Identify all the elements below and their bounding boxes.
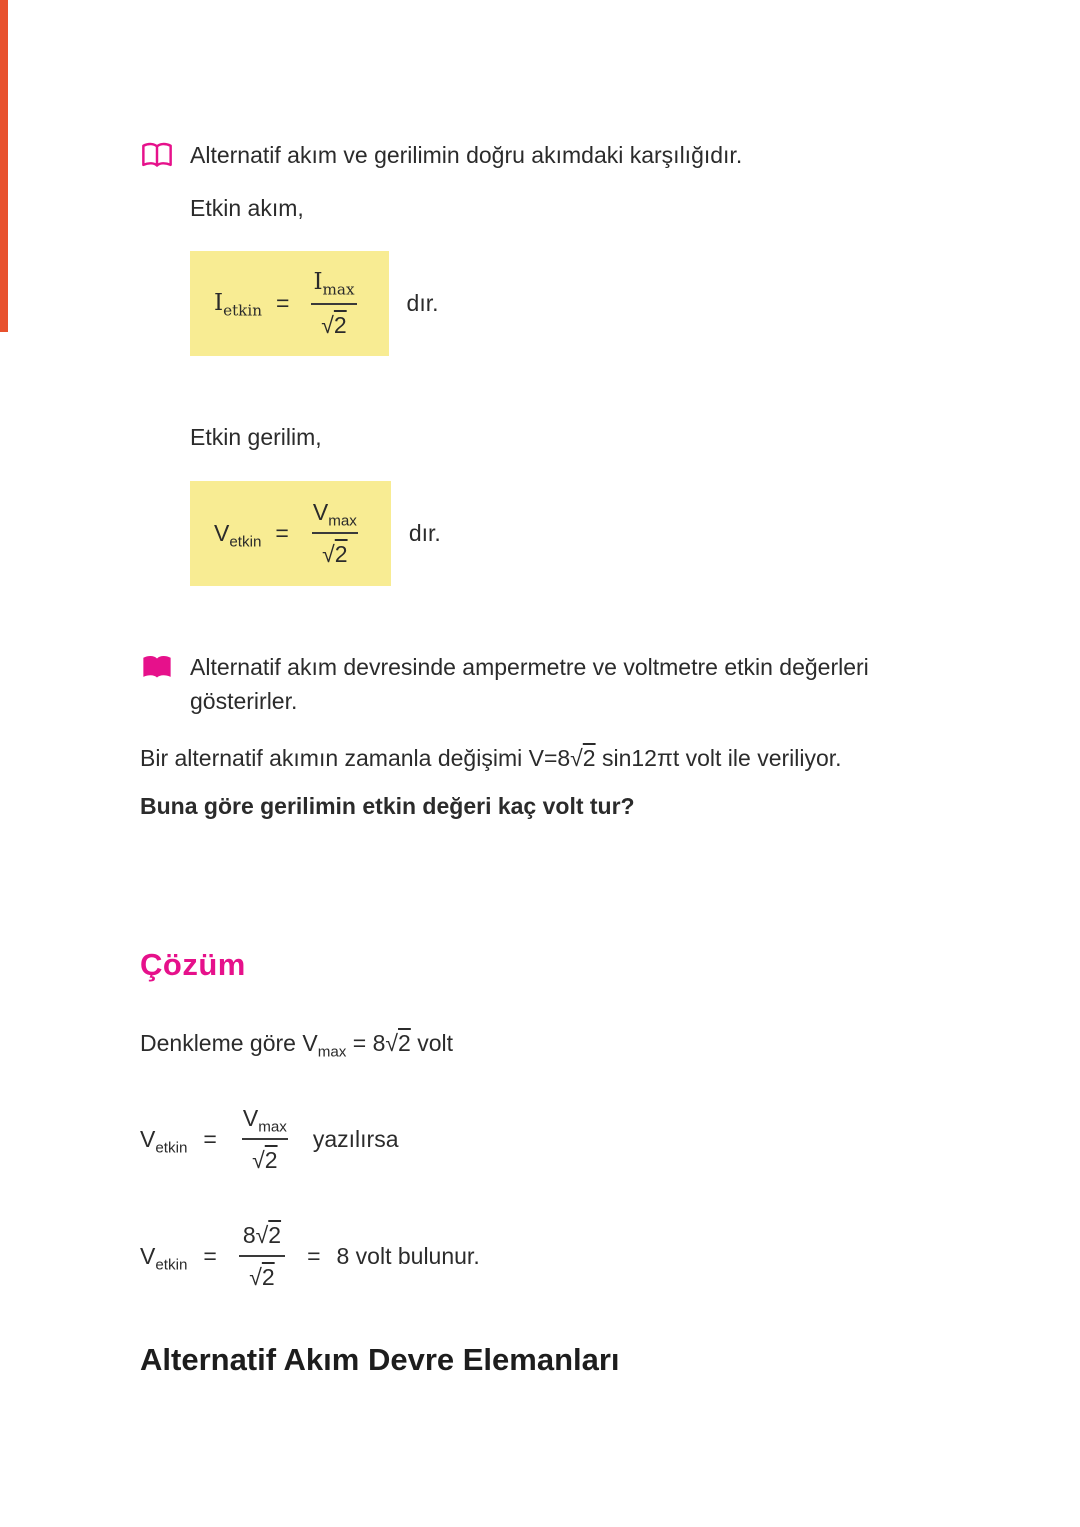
radicand: 2 — [333, 311, 347, 338]
lhs-base: V — [140, 1125, 156, 1152]
radical-sign: √ — [321, 311, 334, 338]
fraction-numerator — [233, 1218, 291, 1256]
num-base: V — [312, 498, 329, 525]
problem-section — [140, 741, 970, 824]
problem-question: Buna göre gerilimin etkin değeri kaç volt tur? — [140, 793, 635, 819]
left-accent-bar — [0, 0, 8, 332]
line1-var — [302, 1030, 347, 1061]
lhs-subscript: etkin — [155, 1256, 188, 1274]
etkin-akim-formula-row — [190, 251, 970, 356]
formula-lhs — [214, 286, 262, 321]
definition-bullet-row — [140, 138, 970, 181]
statement-part1: Bir alternatif akımın zamanla değişimi V=8 — [140, 744, 571, 771]
line1-suffix: volt — [410, 1030, 453, 1056]
fraction — [303, 265, 364, 342]
radical-sign: √ — [322, 541, 335, 567]
lhs-subscript: etkin — [229, 533, 262, 551]
statement-part2: sin12πt volt ile veriliyor. — [595, 744, 842, 771]
etkin-gerilim-label: Etkin gerilim, — [190, 424, 322, 450]
fraction-numerator — [303, 495, 367, 533]
radicand: 2 — [398, 1030, 411, 1056]
fraction-numerator — [233, 1101, 297, 1139]
equals-sign: = — [276, 290, 290, 317]
etkin-gerilim-formula-row — [190, 481, 970, 586]
fraction-denominator — [239, 1255, 284, 1295]
radical-sign: √ — [385, 1030, 399, 1056]
radicand: 2 — [268, 1221, 282, 1248]
line2-suffix: yazılırsa — [312, 1125, 399, 1152]
equals-sign-2: = — [307, 1242, 321, 1269]
open-book-icon — [140, 141, 174, 181]
note-section — [140, 650, 970, 719]
equals-sign: = — [275, 519, 289, 546]
radicand: 2 — [334, 541, 348, 567]
num-subscript: max — [322, 280, 355, 299]
etkin-gerilim-formula-box — [190, 481, 391, 586]
line2-lhs — [140, 1122, 187, 1157]
fraction-numerator — [303, 265, 364, 303]
radicand: 2 — [582, 744, 596, 771]
lhs-subscript: etkin — [155, 1139, 188, 1157]
radical-sign: √ — [249, 1264, 262, 1290]
fraction — [303, 495, 367, 572]
etkin-akim-formula-box — [190, 251, 389, 356]
fraction-denominator — [311, 303, 356, 343]
radical-sign: √ — [570, 744, 583, 771]
lhs-base: V — [140, 1242, 156, 1269]
fraction-denominator — [312, 532, 357, 572]
line1-mid: = 8 — [346, 1030, 386, 1056]
radical-sign: √ — [255, 1221, 269, 1248]
num-coefficient: 8 — [242, 1221, 256, 1248]
var-base: V — [302, 1030, 318, 1056]
radicand: 2 — [261, 1264, 275, 1290]
problem-statement — [140, 741, 970, 776]
fraction-denominator — [242, 1138, 287, 1178]
solution-line1 — [140, 1026, 970, 1061]
definition-section — [140, 138, 970, 586]
fraction — [233, 1218, 291, 1295]
var-subscript: max — [317, 1043, 347, 1061]
note-bullet-row — [140, 650, 970, 719]
num-base: V — [242, 1104, 259, 1131]
solution-section — [140, 942, 970, 1295]
solution-line2 — [140, 1101, 970, 1178]
radicand: 2 — [264, 1147, 278, 1173]
num-subscript: max — [258, 1118, 287, 1136]
formula-suffix: dır. — [406, 290, 439, 317]
lhs-subscript: etkin — [223, 301, 262, 320]
equals-sign: = — [203, 1242, 217, 1269]
radical-sign: √ — [252, 1147, 265, 1173]
fraction — [233, 1101, 297, 1178]
line3-lhs — [140, 1239, 187, 1274]
note-text: Alternatif akım devresinde ampermetre ve voltmetre etkin değerleri gösterirler. — [190, 653, 869, 714]
solution-heading: Çözüm — [140, 946, 246, 982]
formula-lhs — [214, 516, 261, 551]
lhs-base: I — [214, 290, 224, 317]
definition-text: Alternatif akım ve gerilimin doğru akımdaki karşılığıdır. — [190, 142, 743, 168]
etkin-akim-label: Etkin akım, — [190, 194, 304, 221]
equals-sign: = — [203, 1125, 217, 1152]
solution-line3 — [140, 1218, 970, 1295]
lhs-base: V — [214, 519, 230, 546]
num-base: I — [313, 269, 323, 295]
line1-prefix: Denkleme göre — [140, 1030, 303, 1056]
filled-book-icon — [140, 653, 174, 693]
formula-suffix: dır. — [408, 519, 441, 546]
line3-result: 8 volt bulunur. — [336, 1242, 480, 1269]
section-heading: Alternatif Akım Devre Elemanları — [140, 1341, 620, 1377]
num-subscript: max — [328, 512, 357, 530]
